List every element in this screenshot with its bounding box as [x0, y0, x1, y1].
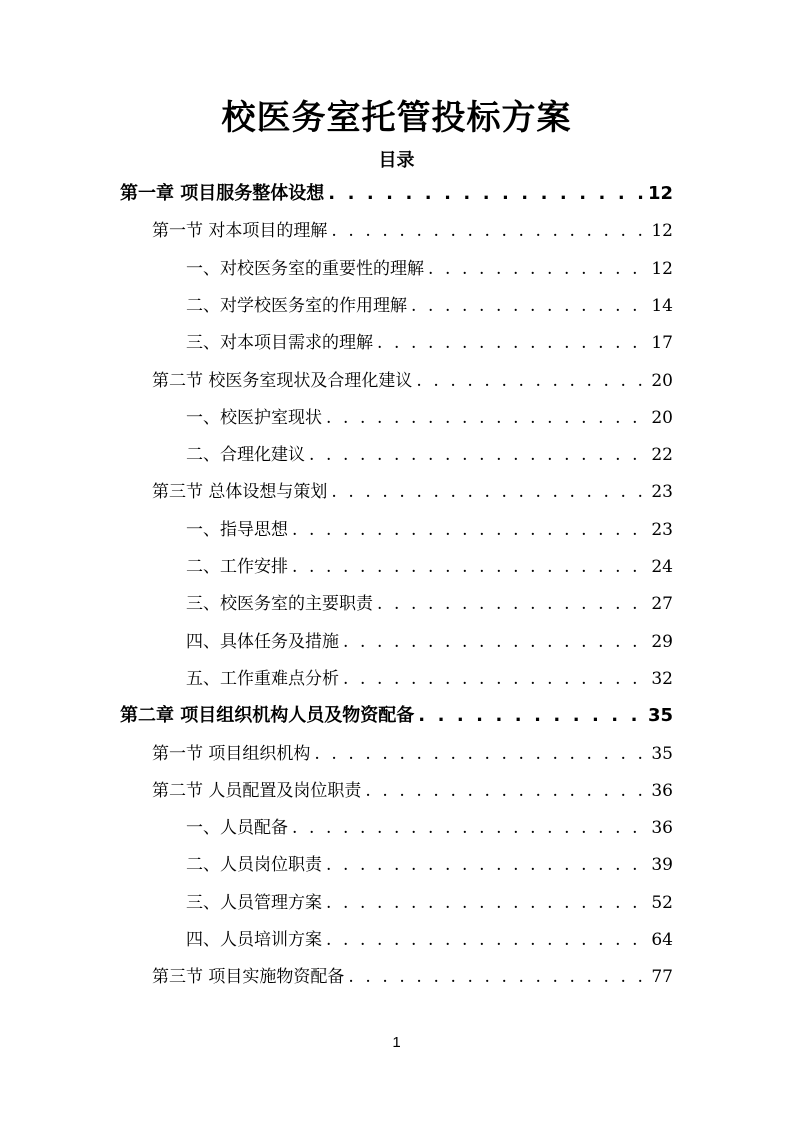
toc-entry-label: 二、人员岗位职责: [186, 855, 322, 876]
toc-entry-page: 32: [651, 668, 673, 689]
toc-entry-label: 二、对学校医务室的作用理解: [186, 295, 407, 316]
toc-entry-label: 一、人员配备: [186, 818, 288, 839]
toc-dot-leader: [416, 366, 647, 396]
toc-entry-page: 35: [651, 743, 673, 764]
toc-heading: 目录: [378, 150, 415, 171]
toc-dot-leader: [428, 254, 647, 284]
toc-entry[interactable]: [186, 552, 673, 582]
toc-entry[interactable]: [186, 925, 673, 955]
toc-entry-page: 20: [651, 370, 673, 391]
toc-entry-page: 20: [651, 407, 673, 428]
toc-entry-label: 第一节 对本项目的理解: [152, 221, 328, 242]
toc-entry-label: 四、人员培训方案: [186, 930, 322, 950]
toc-dot-leader: [377, 589, 647, 619]
toc-entry-page: 22: [651, 445, 673, 466]
toc-entry[interactable]: [152, 962, 673, 992]
toc-entry[interactable]: [186, 888, 673, 918]
toc-dot-leader: [365, 776, 647, 806]
toc-dot-leader: [309, 440, 647, 470]
toc-entry-label: 一、校医护室现状: [186, 407, 322, 428]
toc-entry[interactable]: [186, 850, 673, 880]
toc-dot-leader: [326, 850, 647, 880]
toc-dot-leader: [292, 813, 647, 843]
toc-entry[interactable]: [186, 589, 673, 619]
toc-dot-leader: [314, 739, 647, 769]
document-title: 校医务室托管投标方案: [221, 98, 572, 138]
toc-entry[interactable]: [186, 664, 673, 694]
toc-entry-page: 24: [651, 557, 673, 577]
toc-entry-label: 第二节 校医务室现状及合理化建议: [152, 370, 413, 391]
toc-entry-label: 五、工作重难点分析: [186, 668, 339, 689]
toc-entry-label: 一、对校医务室的重要性的理解: [186, 258, 424, 279]
toc-entry-page: 35: [647, 705, 673, 727]
toc-entry-label: 第二节 人员配置及岗位职责: [152, 780, 362, 801]
toc-entry[interactable]: [186, 291, 673, 321]
toc-entry-page: 12: [647, 183, 673, 204]
toc-dot-leader: [331, 216, 647, 246]
toc-dot-leader: [348, 962, 647, 992]
toc-entry[interactable]: [120, 179, 673, 209]
toc-entry-page: 52: [651, 892, 673, 913]
toc-entry[interactable]: [186, 813, 673, 843]
toc-dot-leader: [343, 664, 647, 694]
toc-entry-label: 三、对本项目需求的理解: [186, 333, 373, 354]
toc-entry[interactable]: [186, 328, 673, 358]
toc-dot-leader: [418, 701, 644, 731]
toc-entry-page: 36: [651, 780, 673, 801]
toc-entry[interactable]: [186, 515, 673, 545]
toc-dot-leader: [326, 925, 647, 955]
toc-dot-leader: [377, 328, 647, 358]
toc-entry[interactable]: [186, 254, 673, 284]
toc-entry-page: 64: [651, 930, 673, 950]
toc-entry-page: 23: [651, 482, 673, 503]
toc-entry[interactable]: [186, 440, 673, 470]
toc-entry[interactable]: [186, 403, 673, 433]
toc-dot-leader: [292, 515, 647, 545]
toc-entry-page: 12: [651, 258, 673, 279]
toc-entry-label: 三、人员管理方案: [186, 892, 322, 913]
page-number: 1: [392, 1034, 401, 1051]
toc-entry[interactable]: [152, 366, 673, 396]
toc-entry[interactable]: [152, 477, 673, 507]
toc-dot-leader: [343, 627, 647, 657]
toc-entry-label: 一、指导思想: [186, 519, 288, 540]
toc-entry-label: 第三节 总体设想与策划: [152, 482, 328, 503]
toc-dot-leader: [326, 403, 647, 433]
toc-entry-page: 36: [651, 818, 673, 839]
toc-entry[interactable]: [120, 701, 673, 731]
toc-dot-leader: [411, 291, 647, 321]
toc-entry-label: 第三节 项目实施物资配备: [152, 967, 345, 988]
toc-entry-page: 39: [651, 855, 673, 876]
toc-dot-leader: [328, 179, 644, 209]
toc-entry-page: 29: [651, 631, 673, 652]
toc-entry-page: 77: [651, 967, 673, 988]
toc-entry[interactable]: [186, 627, 673, 657]
toc-entry-page: 12: [651, 221, 673, 242]
toc-entry-page: 17: [651, 333, 673, 354]
toc-entry-label: 第一章 项目服务整体设想: [120, 183, 325, 204]
toc-entry-label: 第一节 项目组织机构: [152, 743, 311, 764]
toc-entry[interactable]: [152, 739, 673, 769]
toc-entry-label: 三、校医务室的主要职责: [186, 594, 373, 615]
toc-entry-label: 二、合理化建议: [186, 445, 305, 466]
toc-entry[interactable]: [152, 216, 673, 246]
toc-entry-page: 14: [651, 295, 673, 316]
toc-dot-leader: [331, 477, 647, 507]
toc-entry[interactable]: [152, 776, 673, 806]
toc-entry-label: 二、工作安排: [186, 557, 288, 577]
toc-entry-label: 四、具体任务及措施: [186, 631, 339, 652]
toc-dot-leader: [326, 888, 647, 918]
toc-entry-page: 27: [651, 594, 673, 615]
toc-entry-label: 第二章 项目组织机构人员及物资配备: [120, 705, 415, 727]
toc-entry-page: 23: [651, 519, 673, 540]
toc-dot-leader: [292, 552, 647, 582]
